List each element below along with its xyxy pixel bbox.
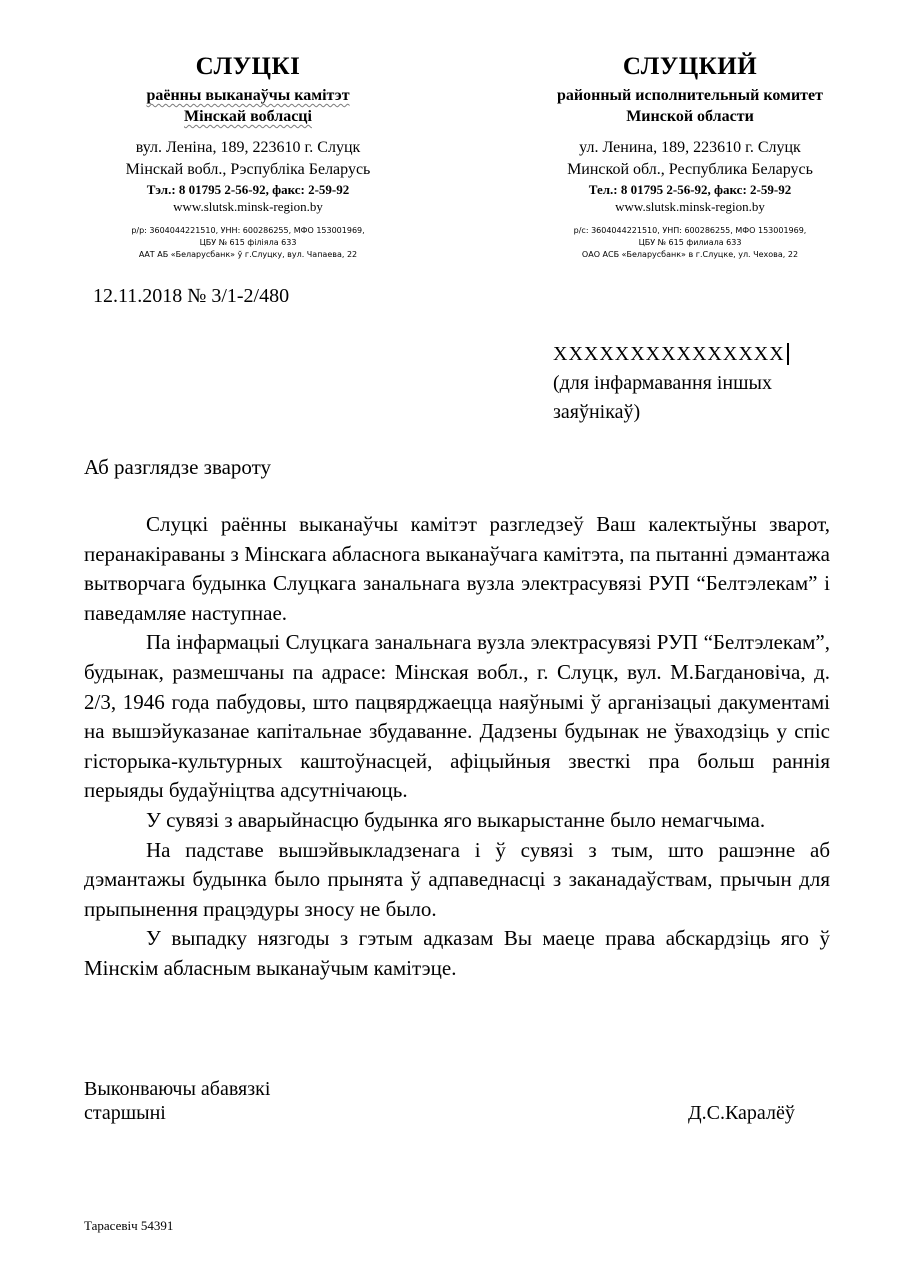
body-paragraph: Слуцкі раённы выканаўчы камітэт разгледзеў Ваш калектыўны зварот, перанакіраваны з Мінскага абласнога выканаўчага камітэта, па пытанні дэмантажа вытворчага будынка Слуцкага занальнага вузла электрасувязі РУП “Белтэлекам” і паведамляе наступнае. [84,512,830,625]
signer-role [84,1077,270,1125]
org-subtitle-by-1: раённы выканаўчы камітэт [146,87,350,104]
org-name-ru: СЛУЦКИЙ [622,53,758,80]
reference-number: 12.11.2018 № 3/1-2/480 [93,285,290,307]
website-ru: www.slutsk.minsk-region.by [615,199,765,214]
recipient-note-line1: (для інфармавання іншых [553,372,772,394]
body-paragraph: У сувязі з аварыйнасцю будынка яго выкарыстанне было немагчыма. [146,807,766,832]
org-subtitle-ru-1: районный исполнительный комитет [557,87,823,104]
website-by: www.slutsk.minsk-region.by [173,199,323,214]
address-by-line2: Мінскай вобл., Рэспубліка Беларусь [125,161,371,178]
bank-by-line2: ЦБУ № 615 філіяла 633 [199,238,297,247]
org-name-by: СЛУЦКІ [195,53,301,80]
address-by-line1: вул. Леніна, 189, 223610 г. Слуцк [135,139,361,156]
letterhead-belarusian [80,52,416,261]
phone-ru: Тел.: 8 01795 2-56-92, факс: 2-59-92 [588,182,792,197]
letterhead-russian [510,52,870,261]
org-subtitle-by-2: Мінскай вобласці [184,108,312,125]
signer-name: Д.С.Каралёў [688,1102,795,1124]
body-paragraph: На падставе вышэйвыкладзенага і ў сувязі з тым, што рашэнне аб дэмантажы будынка было прынята ў адпаведнасці з заканадаўствам, прычын для прыпынення працэдуры зносу не было. [84,837,830,921]
phone-by: Тэл.: 8 01795 2-56-92, факс: 2-59-92 [146,182,350,197]
org-subtitle-ru-2: Минской области [626,108,754,125]
recipient-block [553,340,789,427]
letter-subject: Аб разглядзе звароту [84,455,272,479]
bank-by-line3: ААТ АБ «Беларусбанк» ў г.Слуцку, вул. Чапаева, 22 [138,250,358,259]
letter-body [84,510,830,984]
body-paragraph: У выпадку нязгоды з гэтым адказам Вы маеце права абскардзіць яго ў Мінскім абласным выканаўчым камітэце. [84,926,830,980]
bank-ru-line2: ЦБУ № 615 филиала 633 [638,238,742,247]
address-by [80,137,416,181]
recipient-name: ХХХХХХХХХХХХХХХ [553,343,789,365]
address-ru [510,137,870,181]
executor-info: Тарасевіч 54391 [84,1218,174,1233]
bank-details-by [80,225,416,261]
bank-by-line1: р/р: 3604044221510, УНН: 600286255, МФО 153001969, [131,226,365,235]
signer-role-line1: Выконваючы абавязкі [84,1078,271,1100]
body-paragraph: Па інфармацыі Слуцкага занальнага вузла электрасувязі РУП “Белтэлекам”, будынак, размешчаны па адрасе: Мінская вобл., г. Слуцк, вул. М.Багдановіча, д. 2/3, 1946 года пабудовы, што пацвярджаецца наяўнымі ў арганізацыі дакументамі на вышэйуказанае капітальнае збудаванне. Дадзены будынак не ўваходзіць у спіс гісторыка-культурных каштоўнасцей, афіцыйныя звесткі пра больш раннія перыяды будаўніцтва адсутнічаюць. [84,630,830,803]
recipient-note-line2: заяўнікаў) [553,401,641,423]
address-ru-line1: ул. Ленина, 189, 223610 г. Слуцк [579,139,801,156]
bank-ru-line3: ОАО АСБ «Беларусбанк» в г.Слуцке, ул. Чехова, 22 [581,250,799,259]
address-ru-line2: Минской обл., Республика Беларусь [567,161,813,178]
bank-ru-line1: р/с: 3604044221510, УНП: 600286255, МФО 153001969, [573,226,807,235]
bank-details-ru [510,225,870,261]
signer-role-line2: старшыні [84,1102,166,1124]
